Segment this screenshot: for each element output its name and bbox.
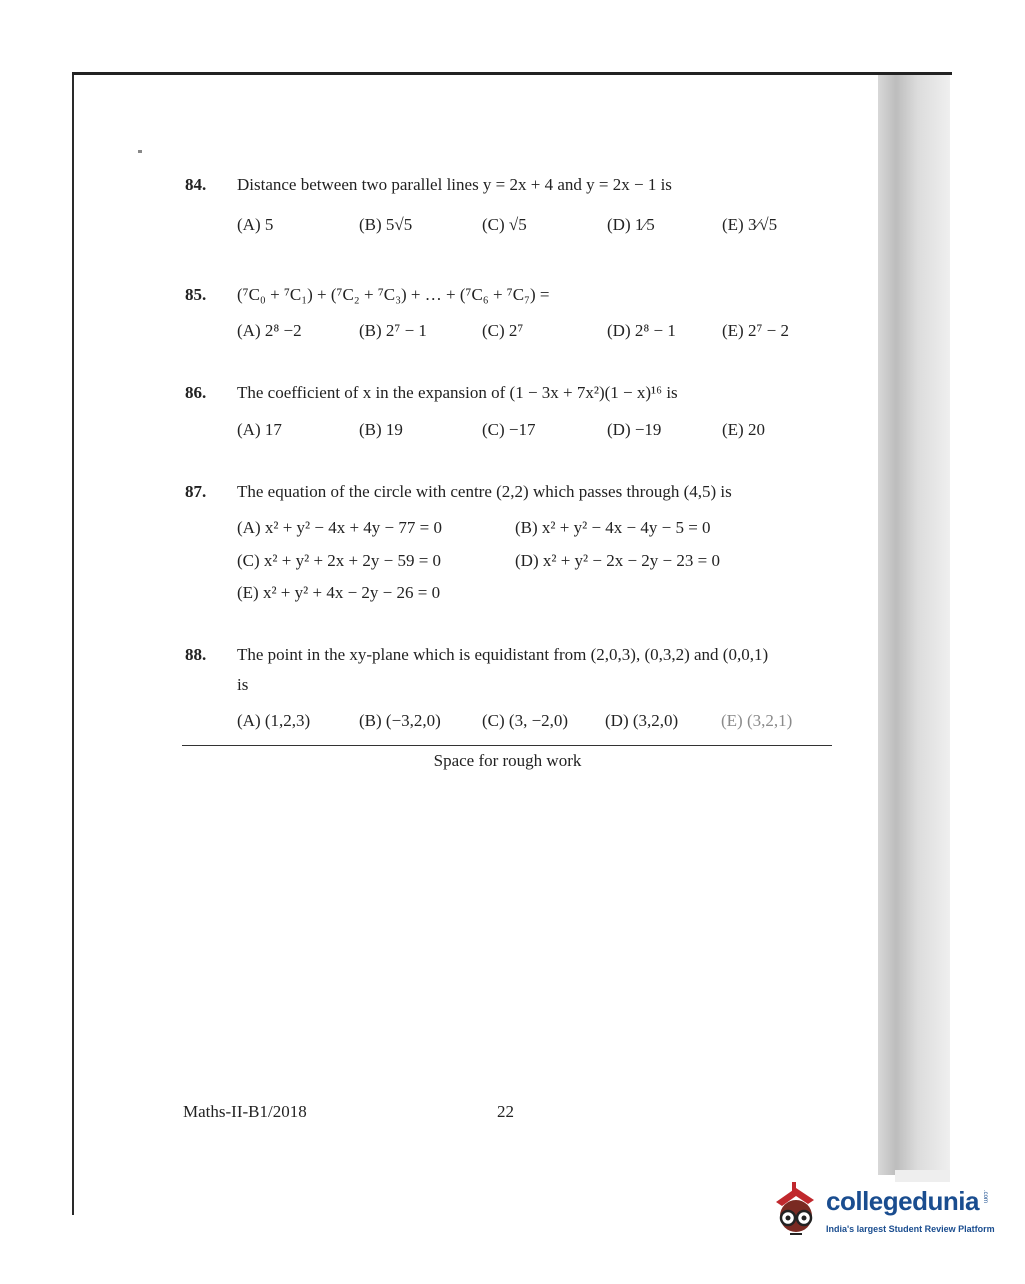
question-text: (⁷C₀ + ⁷C₁) + (⁷C₂ + ⁷C₃) + … + (⁷C₆ + ⁷C₇) = (237, 285, 550, 304)
option-b: (B) 5√5 (359, 215, 413, 234)
option-e: (E) (3,2,1) (721, 711, 793, 730)
top-border-line (72, 72, 952, 75)
question-number: 88. (185, 645, 207, 664)
option-a: (A) 5 (237, 215, 274, 234)
option-d: (D) 2⁸ − 1 (607, 321, 676, 340)
brand-tagline: India's largest Student Review Platform (826, 1224, 995, 1234)
rough-work-divider (182, 745, 832, 746)
option-d: (D) x² + y² − 2x − 2y − 23 = 0 (515, 551, 720, 570)
option-c: (C) (3, −2,0) (482, 711, 569, 730)
paper-code: Maths-II-B1/2018 (183, 1102, 307, 1121)
option-c: (C) 2⁷ (482, 321, 524, 340)
question-number: 85. (185, 285, 207, 304)
option-d: (D) (3,2,0) (605, 711, 679, 730)
option-c: (C) −17 (482, 420, 536, 439)
option-a: (A) x² + y² − 4x + 4y − 77 = 0 (237, 518, 442, 537)
option-d: (D) 1⁄5 (607, 215, 655, 234)
option-e: (E) 2⁷ − 2 (722, 321, 789, 340)
option-c: (C) √5 (482, 215, 527, 234)
option-e: (E) 20 (722, 420, 765, 439)
question-text: The point in the xy-plane which is equidistant from (2,0,3), (0,3,2) and (0,0,1) (237, 645, 769, 664)
option-c: (C) x² + y² + 2x + 2y − 59 = 0 (237, 551, 442, 570)
option-a: (A) 17 (237, 420, 282, 439)
question-text: The equation of the circle with centre (2,2) which passes through (4,5) is (237, 482, 732, 501)
option-b: (B) (−3,2,0) (359, 711, 441, 730)
option-e: (E) x² + y² + 4x − 2y − 26 = 0 (237, 583, 441, 602)
question-number: 87. (185, 482, 207, 501)
option-d: (D) −19 (607, 420, 662, 439)
page-number: 22 (497, 1102, 514, 1121)
question-number: 84. (185, 175, 207, 194)
option-a: (A) 2⁸ −2 (237, 321, 302, 340)
brand-suffix: .com (982, 1190, 988, 1204)
brand-name: collegedunia (826, 1186, 979, 1216)
left-border-line (72, 75, 74, 1215)
page-edge-shadow (878, 75, 950, 1175)
option-e: (E) 3⁄√5 (722, 215, 778, 234)
question-text-continued: is (237, 675, 249, 694)
rough-work-label: Space for rough work (433, 751, 582, 770)
question-text: Distance between two parallel lines y = 2x + 4 and y = 2x − 1 is (237, 175, 672, 194)
scan-speck (138, 150, 142, 153)
option-b: (B) 19 (359, 420, 403, 439)
option-b: (B) x² + y² − 4x − 4y − 5 = 0 (515, 518, 711, 537)
option-a: (A) (1,2,3) (237, 711, 311, 730)
question-number: 86. (185, 383, 207, 402)
collegedunia-watermark (768, 1180, 993, 1250)
mascot-logo-icon (768, 1180, 824, 1240)
question-text: The coefficient of x in the expansion of (1 − 3x + 7x²)(1 − x)¹⁶ is (237, 383, 678, 402)
option-b: (B) 2⁷ − 1 (359, 321, 427, 340)
